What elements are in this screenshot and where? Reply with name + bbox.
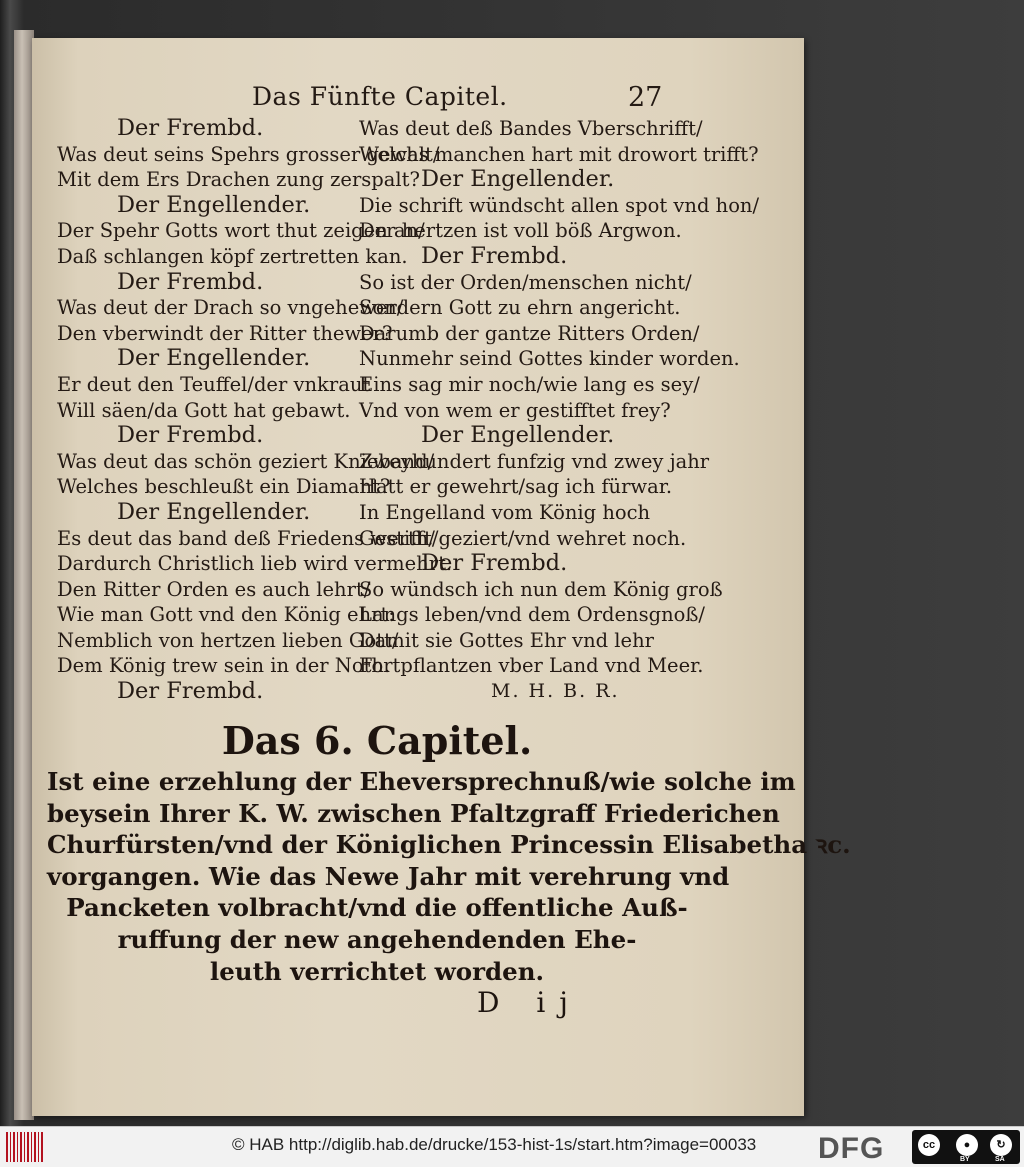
verse-line: So wündsch ich nun dem König groß: [359, 577, 723, 601]
cc-sa-label: SA: [995, 1156, 1005, 1163]
speaker-label: Der Frembd.: [421, 242, 568, 269]
speaker-label: Der Engellender.: [117, 191, 311, 218]
summary-line: Churfürsten/vnd der Königlichen Princessin Elisabetha ꝛc.: [47, 830, 851, 860]
verse-line: Nunmehr seind Gottes kinder worden.: [359, 347, 740, 371]
verse-line: Hatt er gewehrt/sag ich fürwar.: [359, 475, 673, 499]
verse-line: Er deut den Teuffel/der vnkraut: [57, 372, 371, 396]
verse-line: So ist der Orden/menschen nicht/: [359, 270, 692, 294]
verse-line: Langs leben/vnd dem Ordensgnoß/: [359, 603, 705, 627]
speaker-label: Der Frembd.: [117, 268, 264, 295]
verse-line: Was deut deß Bandes Vberschrifft/: [359, 117, 703, 140]
chapter-title: Das 6. Capitel.: [221, 718, 533, 763]
chapter-summary: [47, 766, 851, 987]
verse-line: Dem König trew sein in der Noth.: [57, 654, 391, 678]
dfg-logo[interactable]: DFG: [818, 1132, 885, 1165]
summary-line: leuth verrichtet worden.: [209, 956, 545, 986]
verse-line: Was deut das schön geziert Knieband/: [57, 449, 435, 473]
summary-line: vorgangen. Wie das Newe Jahr mit verehrung vnd: [47, 861, 730, 891]
cc-license-badge[interactable]: [912, 1130, 1020, 1164]
verse-line: Der Spehr Gotts wort thut zeigen an/: [57, 219, 425, 243]
speaker-label: Der Engellender.: [421, 166, 615, 193]
by-person-icon: ●: [956, 1134, 978, 1156]
verse-line: Die schrift wündscht allen spot vnd hon/: [359, 193, 760, 217]
verse-line: Nemblich von hertzen lieben Gott/: [57, 628, 399, 652]
book-page: [32, 38, 851, 1116]
verse-line: Welches beschleußt ein Diamant?: [57, 475, 391, 499]
copyright-link[interactable]: © HAB http://diglib.hab.de/drucke/153-hist-1s/start.htm?image=00033: [232, 1135, 757, 1154]
left-verse-column: [57, 115, 453, 705]
book-binding: [14, 30, 34, 1120]
speaker-label: Der Engellender.: [117, 345, 311, 372]
speaker-label: Der Frembd.: [117, 115, 264, 141]
verse-line: Eins sag mir noch/wie lang es sey/: [359, 372, 700, 396]
summary-line: ruffung der new angehendenden Ehe-: [117, 924, 637, 954]
verse-line: Gestifft/geziert/vnd wehret noch.: [359, 526, 687, 550]
verse-line: Was deut seins Spehrs grosser gewalt/: [57, 142, 440, 166]
speaker-label: Der Engellender.: [421, 422, 615, 449]
speaker-label: Der Engellender.: [117, 498, 311, 525]
author-initials: M. H. B. R.: [491, 680, 620, 703]
speaker-label: Der Frembd.: [117, 678, 264, 705]
verse-line: Zweyhundert funfzig vnd zwey jahr: [359, 449, 710, 473]
verse-line: Damit sie Gottes Ehr vnd lehr: [359, 628, 654, 652]
right-verse-column: [359, 116, 760, 705]
summary-line: Pancketen volbracht/vnd die offentliche Auß-: [66, 893, 688, 923]
verse-line: Will säen/da Gott hat gebawt.: [57, 398, 351, 422]
verse-line: Den vberwindt der Ritter thewer?: [57, 321, 393, 345]
verse-line: Der hertzen ist voll böß Argwon.: [359, 219, 682, 243]
summary-line: beysein Ihrer K. W. zwischen Pfaltzgraff Friederichen: [47, 798, 780, 828]
verse-line: In Engelland vom König hoch: [359, 500, 651, 524]
cc-by-label: BY: [960, 1156, 970, 1163]
verse-line: Darumb der gantze Ritters Orden/: [359, 321, 700, 345]
hab-barcode-logo: [6, 1132, 44, 1162]
verse-line: Es deut das band deß Friedens werth/: [57, 526, 435, 550]
verse-line: Mit dem Ers Drachen zung zerspalt?: [57, 168, 420, 192]
share-alike-icon: ↻: [990, 1134, 1012, 1156]
verse-line: Sondern Gott zu ehrn angericht.: [359, 296, 681, 320]
viewer-footer: [0, 1126, 1024, 1167]
verse-line: Wie man Gott vnd den König ehrt:: [57, 603, 395, 627]
speaker-label: Der Frembd.: [421, 550, 568, 577]
cc-icon: cc: [918, 1134, 940, 1156]
verse-line: Was deut der Drach so vngehewer/: [57, 296, 404, 320]
running-header: Das Fünfte Capitel.: [252, 82, 508, 111]
verse-line: Welchs manchen hart mit drowort trifft?: [359, 142, 759, 166]
summary-line: Ist eine erzehlung der Eheversprechnuß/wie solche im: [47, 767, 796, 796]
page-number: 27: [628, 82, 663, 113]
verse-line: Daß schlangen köpf zertretten kan.: [57, 244, 408, 268]
verse-line: Vnd von wem er gestifftet frey?: [359, 398, 671, 422]
verse-line: Fortpflantzen vber Land vnd Meer.: [359, 654, 704, 678]
speaker-label: Der Frembd.: [117, 422, 264, 449]
verse-line: Dardurch Christlich lieb wird vermehrt.: [57, 552, 453, 576]
verse-line: Den Ritter Orden es auch lehrt/: [57, 577, 371, 601]
signature-mark: D ij: [477, 986, 582, 1019]
